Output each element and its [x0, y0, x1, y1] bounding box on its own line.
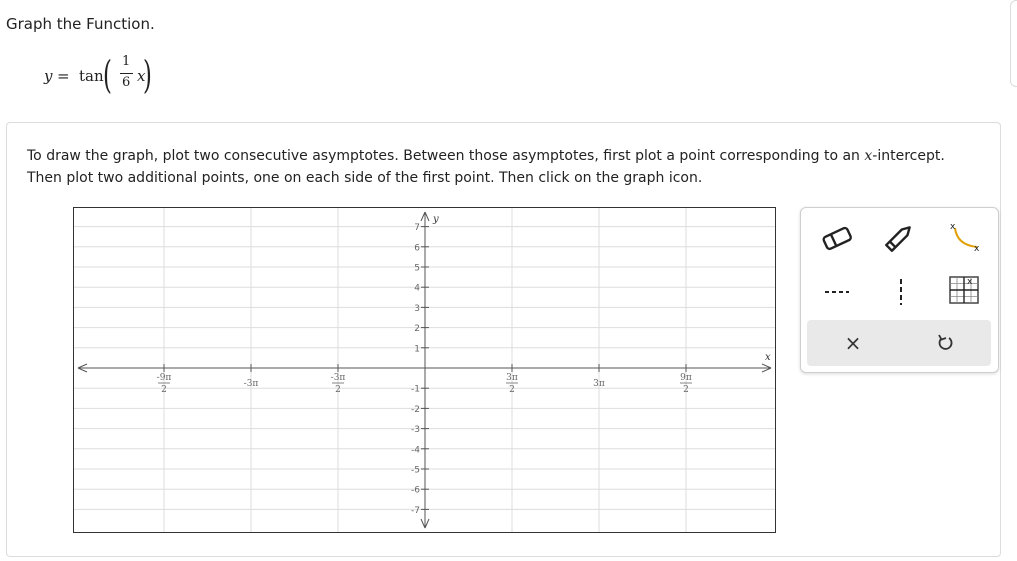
svg-text:x: x	[974, 244, 980, 253]
eraser-tool[interactable]	[815, 220, 859, 256]
equation-variable: x	[137, 67, 146, 85]
x-tick-label-denominator: 2	[161, 385, 167, 395]
vertical-asymptote-tool[interactable]	[879, 274, 923, 310]
y-tick-label: 4	[414, 283, 420, 294]
y-tick-label: 1	[414, 344, 420, 355]
page-title: Graph the Function.	[6, 15, 155, 33]
graph-canvas[interactable]	[73, 207, 776, 533]
equation-numerator: 1	[122, 54, 131, 69]
graph-grid-icon	[944, 273, 982, 307]
y-tick-label: 6	[414, 243, 420, 254]
y-axis-label: y	[433, 214, 439, 225]
y-tick-label: -2	[411, 404, 420, 415]
y-tick-label: 3	[414, 303, 420, 314]
y-tick-label: -1	[411, 384, 420, 395]
x-tick-label: 3π	[593, 379, 605, 389]
x-tick-label-numerator: -9π	[156, 373, 172, 383]
svg-text:x: x	[967, 277, 973, 287]
horizontal-asymptote-tool[interactable]	[815, 274, 859, 310]
x-tick-label-denominator: 2	[509, 385, 515, 395]
y-tick-label: -3	[411, 425, 420, 436]
clear-button[interactable]	[831, 328, 875, 358]
instructions-text	[27, 145, 967, 189]
graph-plot[interactable]	[74, 208, 775, 532]
pencil-tool[interactable]	[877, 220, 921, 256]
action-bar	[807, 320, 991, 366]
y-tick-label: -5	[411, 465, 420, 476]
undo-icon	[935, 333, 955, 353]
close-icon: ×	[844, 331, 862, 355]
y-tick-label: -4	[411, 445, 420, 456]
x-axis-label: x	[765, 352, 771, 363]
curve-tool[interactable]	[941, 218, 985, 254]
left-paren: (	[103, 53, 112, 97]
x-tick-label-denominator: 2	[683, 385, 689, 395]
equation-lhs: y	[44, 67, 53, 85]
side-panel-tab[interactable]	[1010, 0, 1017, 87]
instructions-part2: -intercept. Then plot two additional points, one on each side of the first point. Then click on the graph icon.	[27, 148, 945, 186]
dashed-line-icon	[819, 282, 855, 302]
graph-icon-tool[interactable]	[941, 272, 985, 308]
equation-equals: =	[57, 67, 70, 85]
y-tick-label: -6	[411, 485, 420, 496]
svg-text:x: x	[950, 222, 956, 232]
y-tick-label: -7	[411, 505, 420, 516]
graph-toolbox	[800, 207, 999, 373]
y-tick-label: 7	[414, 223, 420, 234]
x-tick-label-numerator: -3π	[330, 373, 346, 383]
y-tick-label: 2	[414, 324, 420, 335]
undo-button[interactable]	[923, 328, 967, 358]
x-tick-label-denominator: 2	[335, 385, 341, 395]
instructions-var: x	[864, 148, 873, 164]
equation-denominator: 6	[122, 75, 131, 90]
x-tick-label-numerator: 3π	[506, 373, 518, 383]
x-tick-label: -3π	[243, 379, 259, 389]
vertical-dashed-icon	[891, 277, 911, 307]
right-paren: )	[143, 53, 152, 97]
pencil-icon	[881, 224, 917, 252]
y-tick-label: 5	[414, 263, 420, 274]
fraction-bar	[120, 73, 133, 74]
curve-icon	[943, 219, 983, 253]
instructions-part1: To draw the graph, plot two consecutive asymptotes. Between those asymptotes, first plot a point corresponding to an	[27, 148, 860, 164]
equation-function: tan	[79, 67, 104, 85]
eraser-icon	[819, 224, 855, 252]
x-tick-label-numerator: 9π	[680, 373, 692, 383]
